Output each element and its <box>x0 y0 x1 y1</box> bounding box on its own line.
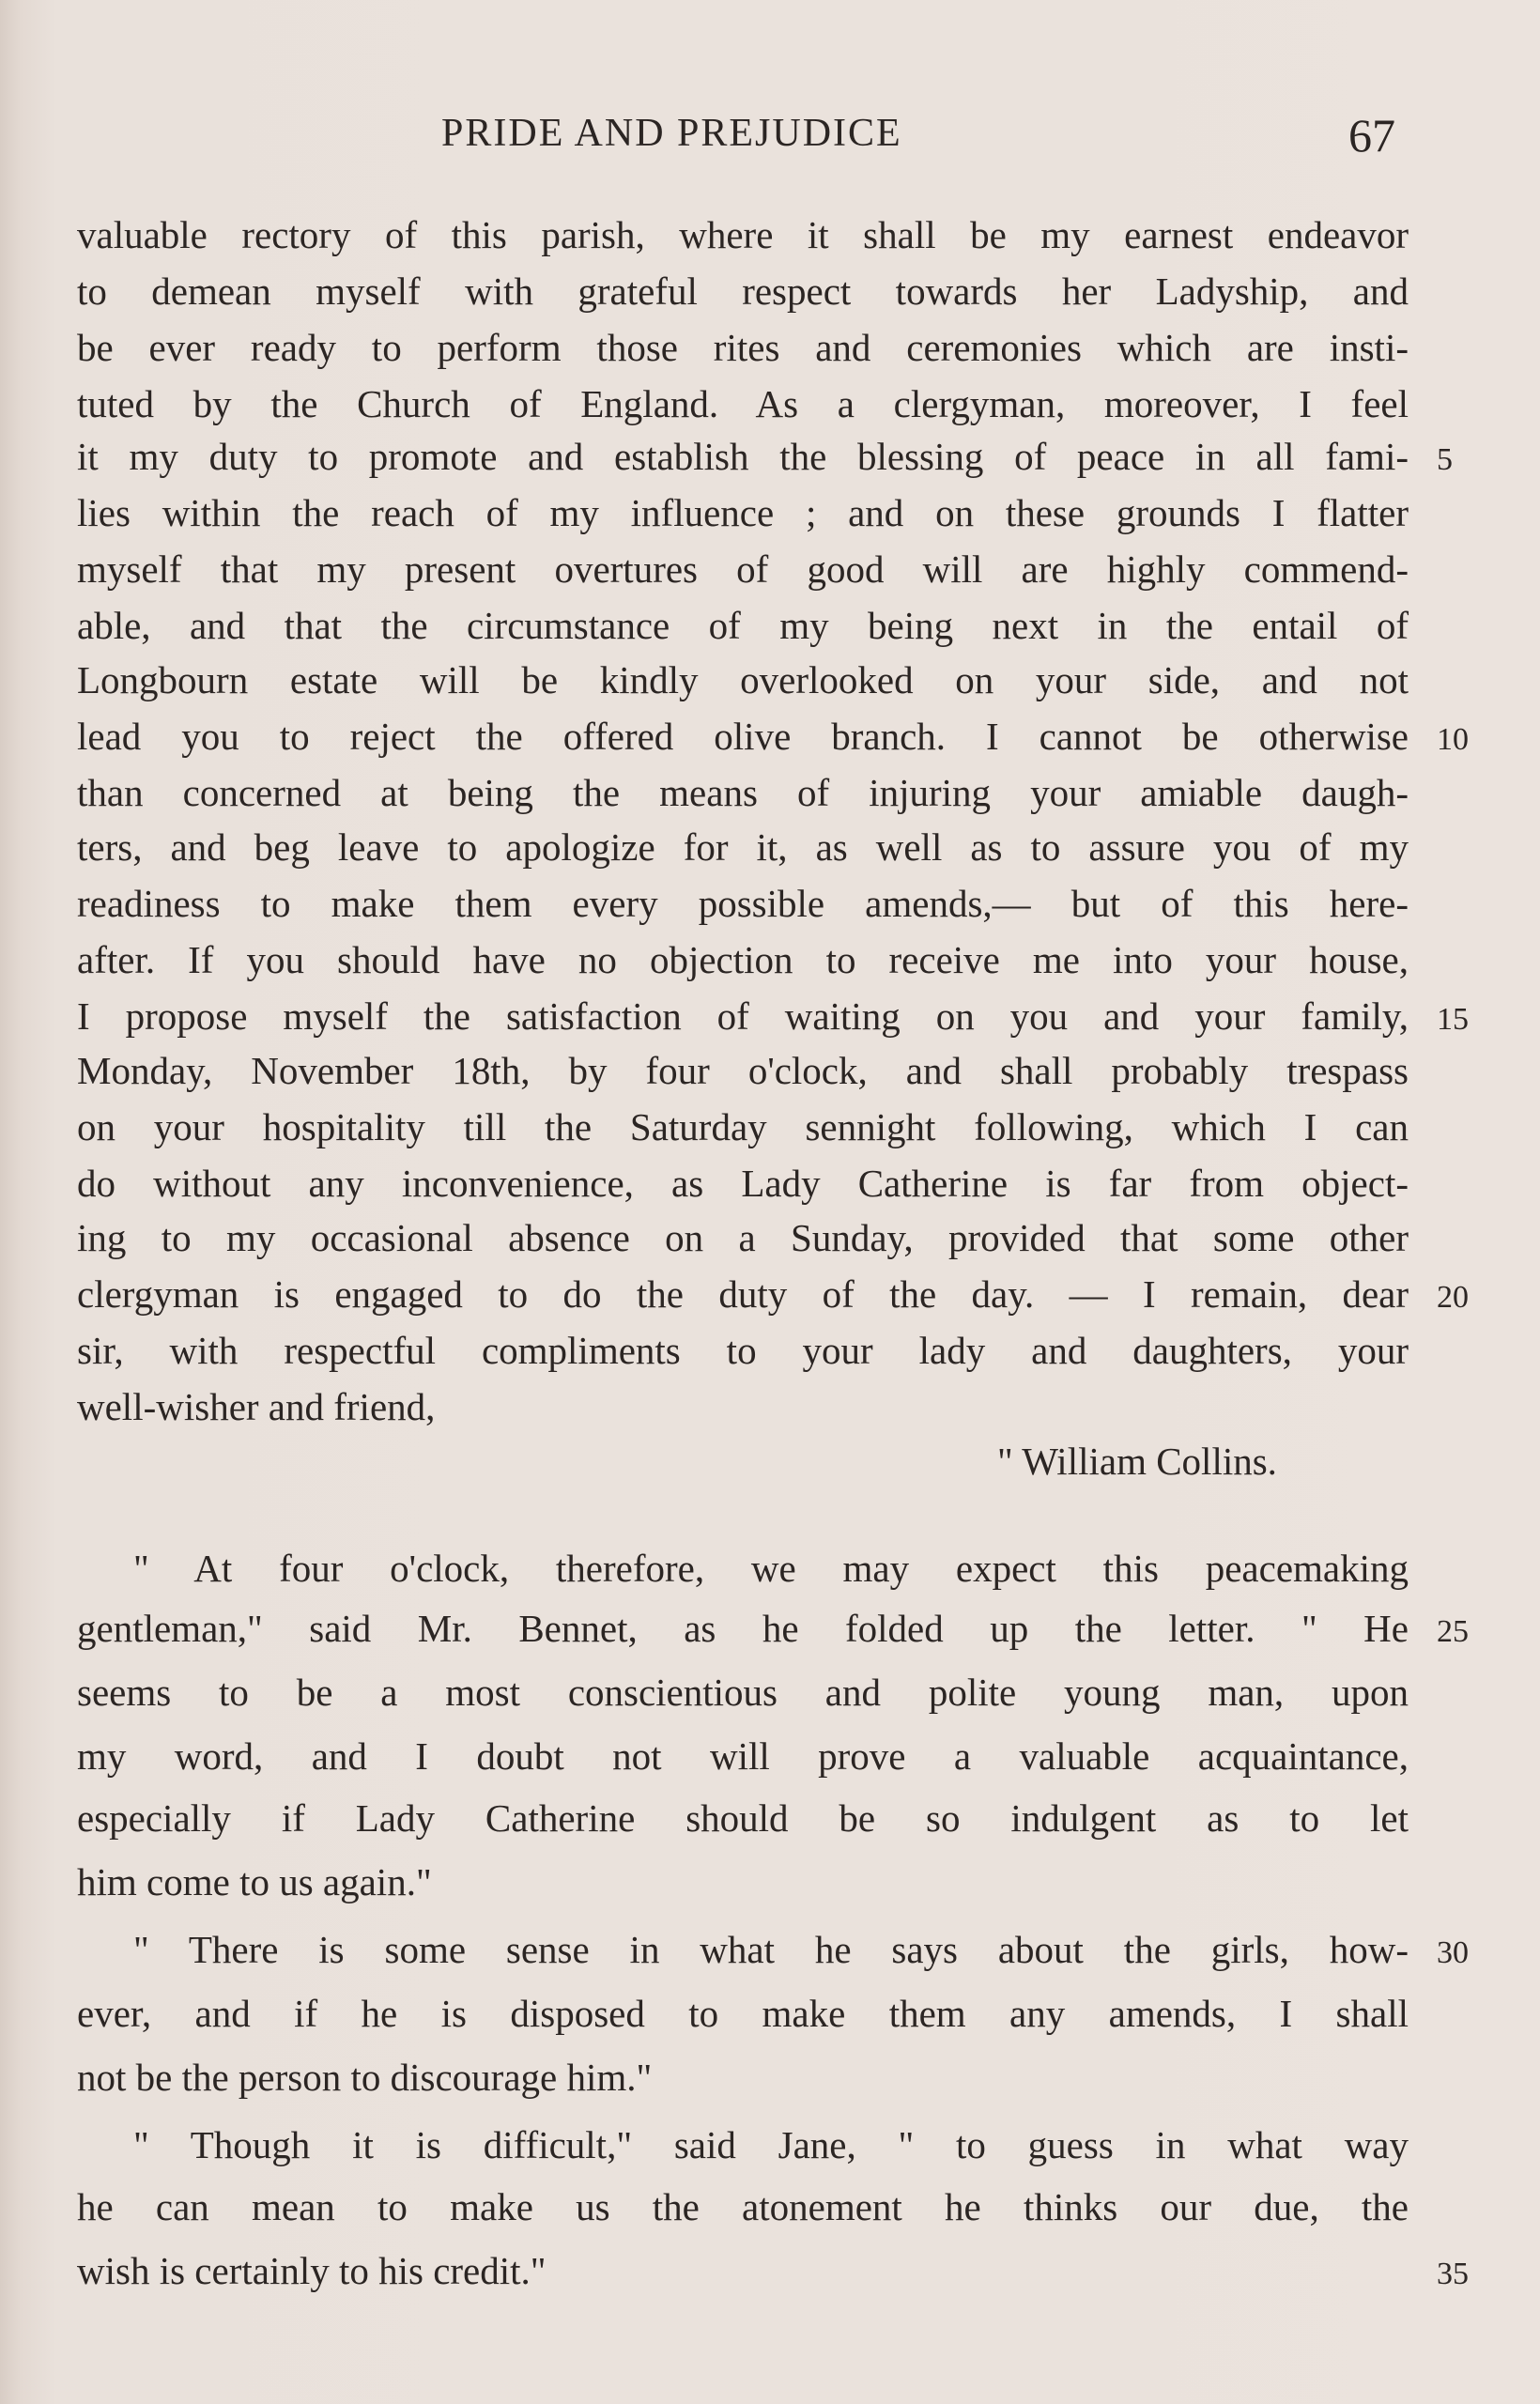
text-line: he can mean to make us the atonement he thinks our due, the <box>77 2185 1409 2228</box>
text-line: clergyman is engaged to do the duty of the day. — I remain, dear <box>77 1272 1409 1316</box>
text-line: do without any inconvenience, as Lady Catherine is far from object- <box>77 1162 1409 1205</box>
text-line: my word, and I doubt not will prove a valuable acquaintance, <box>77 1734 1409 1778</box>
text-line: not be the person to discourage him." <box>77 2056 653 2099</box>
running-title: PRIDE AND PREJUDICE <box>441 112 902 155</box>
text-line: " Though it is difficult," said Jane, " to guess in what way <box>133 2123 1409 2166</box>
text-line: ters, and beg leave to apologize for it, as well as to assure you of my <box>77 825 1409 869</box>
text-line: lead you to reject the offered olive branch. I cannot be otherwise <box>77 715 1409 758</box>
text-line: be ever ready to perform those rites and ceremonies which are insti- <box>77 326 1409 369</box>
text-line: " At four o'clock, therefore, we may expect this peacemaking <box>133 1547 1409 1590</box>
text-line: on your hospitality till the Saturday sennight following, which I can <box>77 1105 1409 1148</box>
line-number: 30 <box>1437 1935 1469 1970</box>
line-number: 25 <box>1437 1614 1469 1649</box>
text-line: able, and that the circumstance of my being next in the entail of <box>77 604 1409 647</box>
line-number: 35 <box>1437 2257 1469 2291</box>
text-line: I propose myself the satisfaction of waiting on you and your family, <box>77 994 1409 1038</box>
text-line: especially if Lady Catherine should be so indulgent as to let <box>77 1796 1409 1840</box>
text-line: ing to my occasional absence on a Sunday, provided that some other <box>77 1216 1409 1259</box>
text-line: wish is certainly to his credit." <box>77 2249 547 2292</box>
text-line: ever, and if he is disposed to make them any amends, I shall <box>77 1992 1409 2035</box>
text-line: gentleman," said Mr. Bennet, as he folded up the letter. " He <box>77 1607 1409 1650</box>
text-line: him come to us again." <box>77 1860 432 1903</box>
text-line: than concerned at being the means of injuring your amiable daugh- <box>77 771 1409 814</box>
line-number: 20 <box>1437 1280 1469 1315</box>
text-line: to demean myself with grateful respect towards her Ladyship, and <box>77 270 1409 313</box>
text-line: after. If you should have no objection to receive me into your house, <box>77 938 1409 981</box>
line-number: 15 <box>1437 1002 1469 1037</box>
text-line: readiness to make them every possible amends,— but of this here- <box>77 882 1409 925</box>
text-line: valuable rectory of this parish, where it shall be my earnest endeavor <box>77 213 1409 256</box>
line-number: 5 <box>1437 442 1453 477</box>
text-line: Monday, November 18th, by four o'clock, and shall probably trespass <box>77 1049 1409 1092</box>
text-line: seems to be a most conscientious and polite young man, upon <box>77 1671 1409 1714</box>
text-line: sir, with respectful compliments to your lady and daughters, your <box>77 1329 1409 1372</box>
text-line: myself that my present overtures of good will are highly commend- <box>77 547 1409 591</box>
text-line: tuted by the Church of England. As a clergyman, moreover, I feel <box>77 382 1409 425</box>
page-number: 67 <box>1348 109 1395 162</box>
text-line: " There is some sense in what he says about the girls, how- <box>133 1928 1409 1971</box>
text-line: lies within the reach of my influence ; and on these grounds I flatter <box>77 491 1409 534</box>
text-line: it my duty to promote and establish the blessing of peace in all fami- <box>77 435 1409 478</box>
running-head <box>0 105 1540 162</box>
text-line: Longbourn estate will be kindly overlooked on your side, and not <box>77 658 1409 701</box>
line-number: 10 <box>1437 722 1469 757</box>
signature-line: " William Collins. <box>997 1440 1277 1483</box>
text-line: well-wisher and friend, <box>77 1385 436 1428</box>
